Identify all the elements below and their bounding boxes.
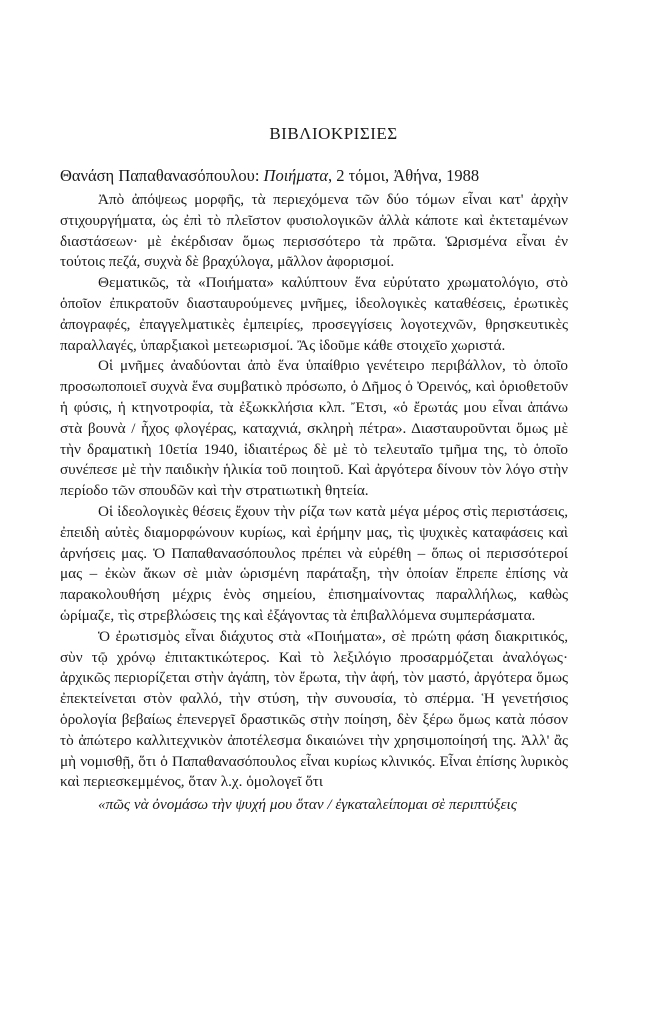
- citation-author: Θανάση Παπαθανασόπουλου:: [60, 166, 264, 185]
- review-body: [60, 190, 568, 816]
- citation-work-title: Ποιήματα: [263, 166, 328, 185]
- paragraph-eroticism: Ὁ ἐρωτισμὸς εἶναι διάχυτος στὰ «Ποιήματα», σὲ πρώτη φάση διακριτικός, σὺν τῷ χρόνῳ ἐπιτακτικώτερος. Καὶ τὸ λεξιλόγιο προσαρμόζεται ἀναλόγως· ἀρχικῶς περιορίζεται στὴν ἀγάπη, τὸν ἔρωτα, τὴν ἁφή, τὸν μαστό, ἀργότερα ὅμως ἐπεκτείνεται στὸν φαλλό, τὴν στύση, τὴν συνουσία, τὸ σπέρμα. Ἡ γενετήσιος ὁρολογία βεβαίως ἐπενεργεῖ δραστικῶς στὴν ποίηση, δὲν ξέρω ὅμως κατὰ πόσον τὸ ἀπώτερο καλλιτεχνικὸν ἀποτέλεσμα δικαιώνει τὴν χρησιμοποίησή της. Ἀλλ' ἂς μὴ νομισθῇ, ὅτι ὁ Παπαθανασόπουλος εἶναι κυρίως κλινικός. Εἶναι ἐπίσης λυρικὸς καὶ περιεσκεμμένος, ὅταν λ.χ. ὁμολογεῖ ὅτι: [60, 627, 568, 791]
- book-citation: [60, 166, 580, 186]
- paragraph-ideology: Οἱ ἰδεολογικὲς θέσεις ἔχουν τὴν ρίζα των κατὰ μέγα μέρος στὶς περιστάσεις, ἐπειδὴ αὐτὲς διαμορφώνουν κυρίως, καὶ ἐρήμην μας, τὶς ψυχικὲς καταφάσεις καὶ ἀρνήσεις μας. Ὁ Παπαθανασόπουλος πρέπει νὰ εὑρέθη – ὅπως οἱ περισσότεροί μας – ἐκὼν ἄκων σὲ μιὰν ὡρισμένη παράταξη, τὴν ὁποίαν ἔπρεπε ἐπίσης νὰ παρακολουθήση μέχρις ἑνὸς σημείου, ἐπισημαίνοντας παραλλήλως, καθὼς ὡρίμαζε, τὶς στρεβλώσεις της καὶ ἐξάγοντας τὰ ἐπιβαλλόμενα συμπεράσματα.: [60, 502, 568, 624]
- paragraph-memories: Οἱ μνῆμες ἀναδύονται ἀπὸ ἕνα ὑπαίθριο γενέτειρο περιβάλλον, τὸ ὁποῖο προσωποποιεῖ συχνὰ ἕνα συμβατικὸ πρόσωπο, ὁ Δῆμος ὁ Ὀρεινός, καὶ ὁριοθετοῦν ἡ φύσις, ἡ κτηνοτροφία, τὰ ἐξωκκλήσια κλπ. Ἔτσι, «ὁ ἔρωτάς μου εἶναι ἀπάνω στὰ βουνὰ / ἦχος φλογέρας, καταχνιά, σκληρὴ πέτρα». Διασταυροῦνται ὅμως μὲ τὴν δραματικὴ 10ετία 1940, ἰδιαιτέρως δὲ μὲ τὸ τελευταῖο τμῆμα της, τὸ ὁποῖο συνέπεσε μὲ τὴν παιδικὴν ἡλικία τοῦ ποιητοῦ. Καὶ ἀργότερα δίνουν τὸν λόγο στὴν περίοδο τῶν σπουδῶν καὶ τὴν στρατιωτικὴ θητεία.: [60, 357, 568, 500]
- paragraph-form: Ἀπὸ ἀπόψεως μορφῆς, τὰ περιεχόμενα τῶν δύο τόμων εἶναι κατ' ἀρχὴν στιχουργήματα, ὡς ἐπὶ τὸ πλεῖστον φυσιολογικῶν ἀλλὰ κάποτε καὶ ἐκτεταμένων διαστάσεων· μὲ ἐκέρδισαν ὅμως περισσότερο τὰ πρῶτα. Ὡρισμένα εἶναι ἐν τούτοις πεζά, συχνὰ δὲ βραχύλογα, μᾶλλον ἀφορισμοί.: [60, 191, 568, 271]
- poem-quote: «πῶς νὰ ὀνομάσω τὴν ψυχή μου ὅταν / ἐγκαταλείπομαι σὲ περιπτύξεις: [98, 796, 517, 814]
- citation-details: , 2 τόμοι, Ἀθήνα, 1988: [327, 166, 480, 185]
- section-title: ΒΙΒΛΙΟΚΡΙΣΙΕΣ: [269, 124, 398, 143]
- paragraph-themes: Θεματικῶς, τὰ «Ποιήματα» καλύπτουν ἕνα εὐρύτατο χρωματολόγιο, στὸ ὁποῖον ἐπικρατοῦν διασταυρούμενες μνῆμες, ἰδεολογικὲς καταθέσεις, ἐρωτικὲς ἀπογραφές, ἐπαγγελματικὲς ἐμπειρίες, προσεγγίσεις λογοτεχνῶν, θρησκευτικὲς παραλλαγές, ὑπαρξιακοὶ μετεωρισμοί. Ἂς ἰδοῦμε κάθε στοιχεῖο χωριστά.: [60, 274, 568, 354]
